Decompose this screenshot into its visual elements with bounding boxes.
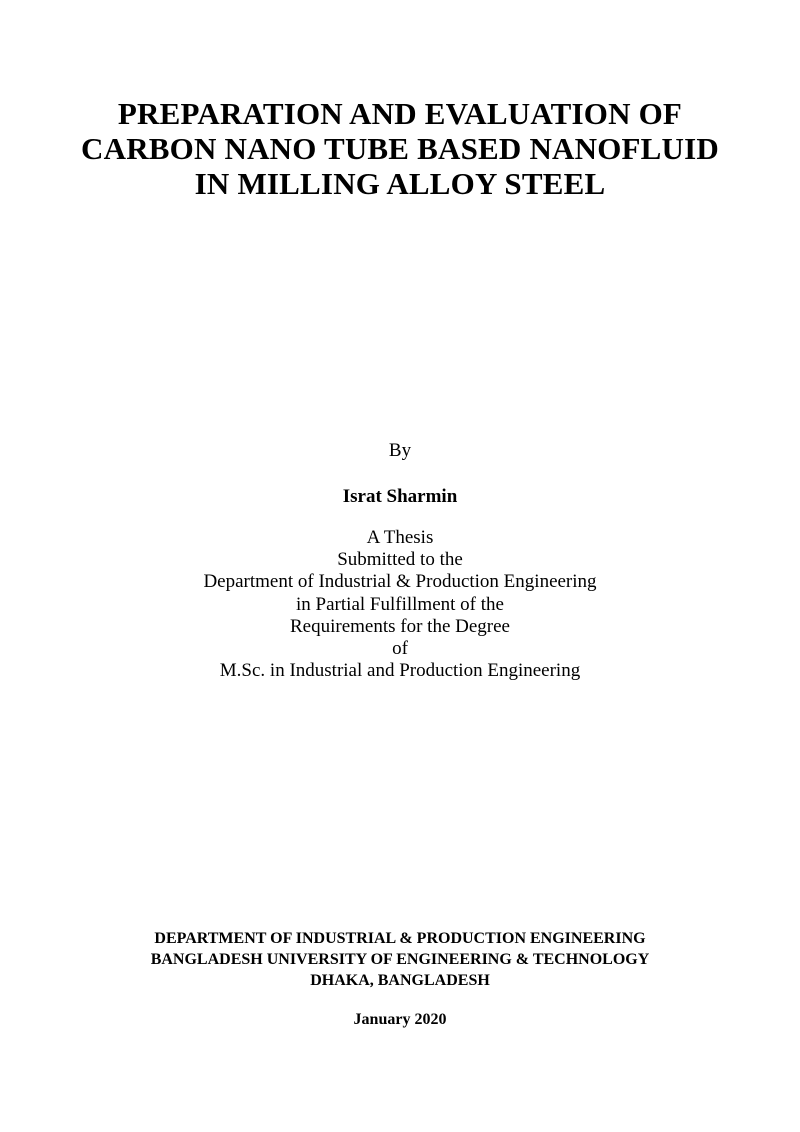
institution-line: DEPARTMENT OF INDUSTRIAL & PRODUCTION ENGINEERING: [154, 930, 646, 947]
thesis-title: [0, 96, 800, 201]
thesis-title-line: CARBON NANO TUBE BASED NANOFLUID: [81, 131, 719, 166]
thesis-title-line: PREPARATION AND EVALUATION OF: [117, 96, 683, 131]
institution: [0, 928, 800, 991]
thesis-statement-line: of: [392, 638, 408, 660]
institution-line: BANGLADESH UNIVERSITY OF ENGINEERING & TECHNOLOGY: [150, 951, 650, 968]
thesis-statement: [0, 527, 800, 682]
institution-line: DHAKA, BANGLADESH: [310, 972, 490, 989]
thesis-statement-line: Department of Industrial & Production Engineering: [203, 571, 597, 593]
thesis-title-line: IN MILLING ALLOY STEEL: [194, 166, 606, 201]
thesis-statement-line: in Partial Fulfillment of the: [296, 593, 504, 615]
thesis-statement-line: M.Sc. in Industrial and Production Engineering: [219, 660, 581, 682]
by-label: By: [388, 440, 412, 461]
author-name: Israt Sharmin: [342, 486, 458, 507]
thesis-statement-line: A Thesis: [366, 527, 434, 548]
submission-date: January 2020: [353, 1011, 447, 1028]
thesis-statement-line: Requirements for the Degree: [290, 615, 510, 637]
thesis-statement-line: Submitted to the: [337, 549, 463, 571]
